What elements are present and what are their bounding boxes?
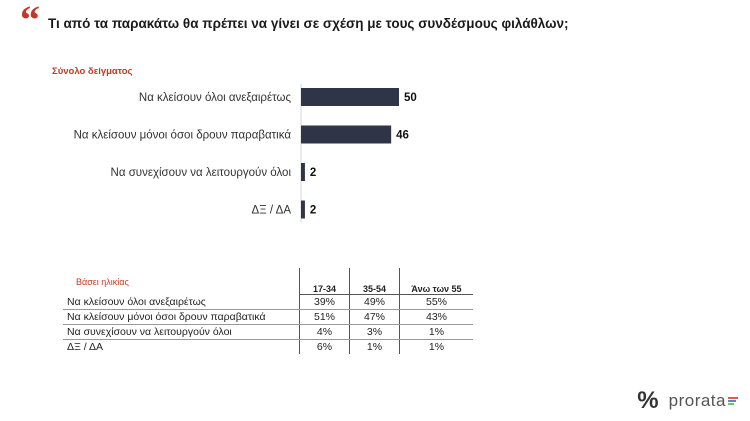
table-cell: 3%	[350, 325, 400, 340]
table-row	[63, 295, 473, 310]
question-title: Τι από τα παρακάτω θα πρέπει να γίνει σε σχέση με τους συνδέσμους φιλάθλων;	[48, 16, 569, 31]
row-label: Να κλείσουν μόνοι όσοι δρουν παραβατικά	[63, 310, 300, 325]
percent-logo-icon: %	[637, 387, 659, 414]
logo-text: prorata	[668, 391, 726, 410]
table-cell: 1%	[400, 325, 474, 340]
row-label: Να κλείσουν όλοι ανεξαιρέτως	[63, 295, 300, 310]
bar	[301, 126, 391, 144]
bar-value-label: 2	[309, 204, 317, 217]
bar	[301, 201, 305, 219]
table-cell: 6%	[300, 340, 350, 355]
table-cell: 1%	[400, 340, 474, 355]
bar-value-label: 46	[396, 129, 409, 142]
prorata-logo	[637, 387, 738, 415]
age-col-header: 35-54	[350, 268, 400, 295]
table-cell: 39%	[300, 295, 350, 310]
table-row	[63, 310, 473, 325]
stripes-logo-icon	[728, 397, 738, 409]
table-cell: 43%	[400, 310, 474, 325]
table-cell: 51%	[300, 310, 350, 325]
bar-category-label: Να κλείσουν όλοι ανεξαιρέτως	[138, 92, 291, 104]
table-cell: 55%	[400, 295, 474, 310]
row-label: Να συνεχίσουν να λειτουργούν όλοι	[63, 325, 300, 340]
quote-mark-icon: “	[20, 0, 40, 42]
bar	[301, 88, 399, 106]
table-row	[63, 340, 473, 355]
bar-value-label: 2	[309, 167, 317, 179]
row-label: ΔΞ / ΔΑ	[67, 341, 104, 353]
age-table	[63, 268, 473, 354]
table-cell: 4%	[300, 325, 350, 340]
bar-value-label: 50	[404, 92, 417, 104]
bar-category-label: Να συνεχίσουν να λειτουργούν όλοι	[110, 167, 291, 179]
age-col-header: 17-34	[300, 268, 350, 295]
bar-category-label: Να κλείσουν μόνοι όσοι δρουν παραβατικά	[73, 129, 291, 142]
bar-category-label: ΔΞ / ΔΑ	[251, 204, 291, 217]
bar	[301, 163, 305, 181]
table-cell: 1%	[350, 340, 400, 355]
age-col-header: Άνω των 55	[400, 268, 474, 295]
chart-subtitle: Σύνολο δείγματος	[52, 66, 133, 77]
table-cell: 47%	[350, 310, 400, 325]
age-table-title: Βάσει ηλικίας	[76, 277, 129, 287]
table-row	[63, 325, 473, 340]
table-cell: 49%	[350, 295, 400, 310]
